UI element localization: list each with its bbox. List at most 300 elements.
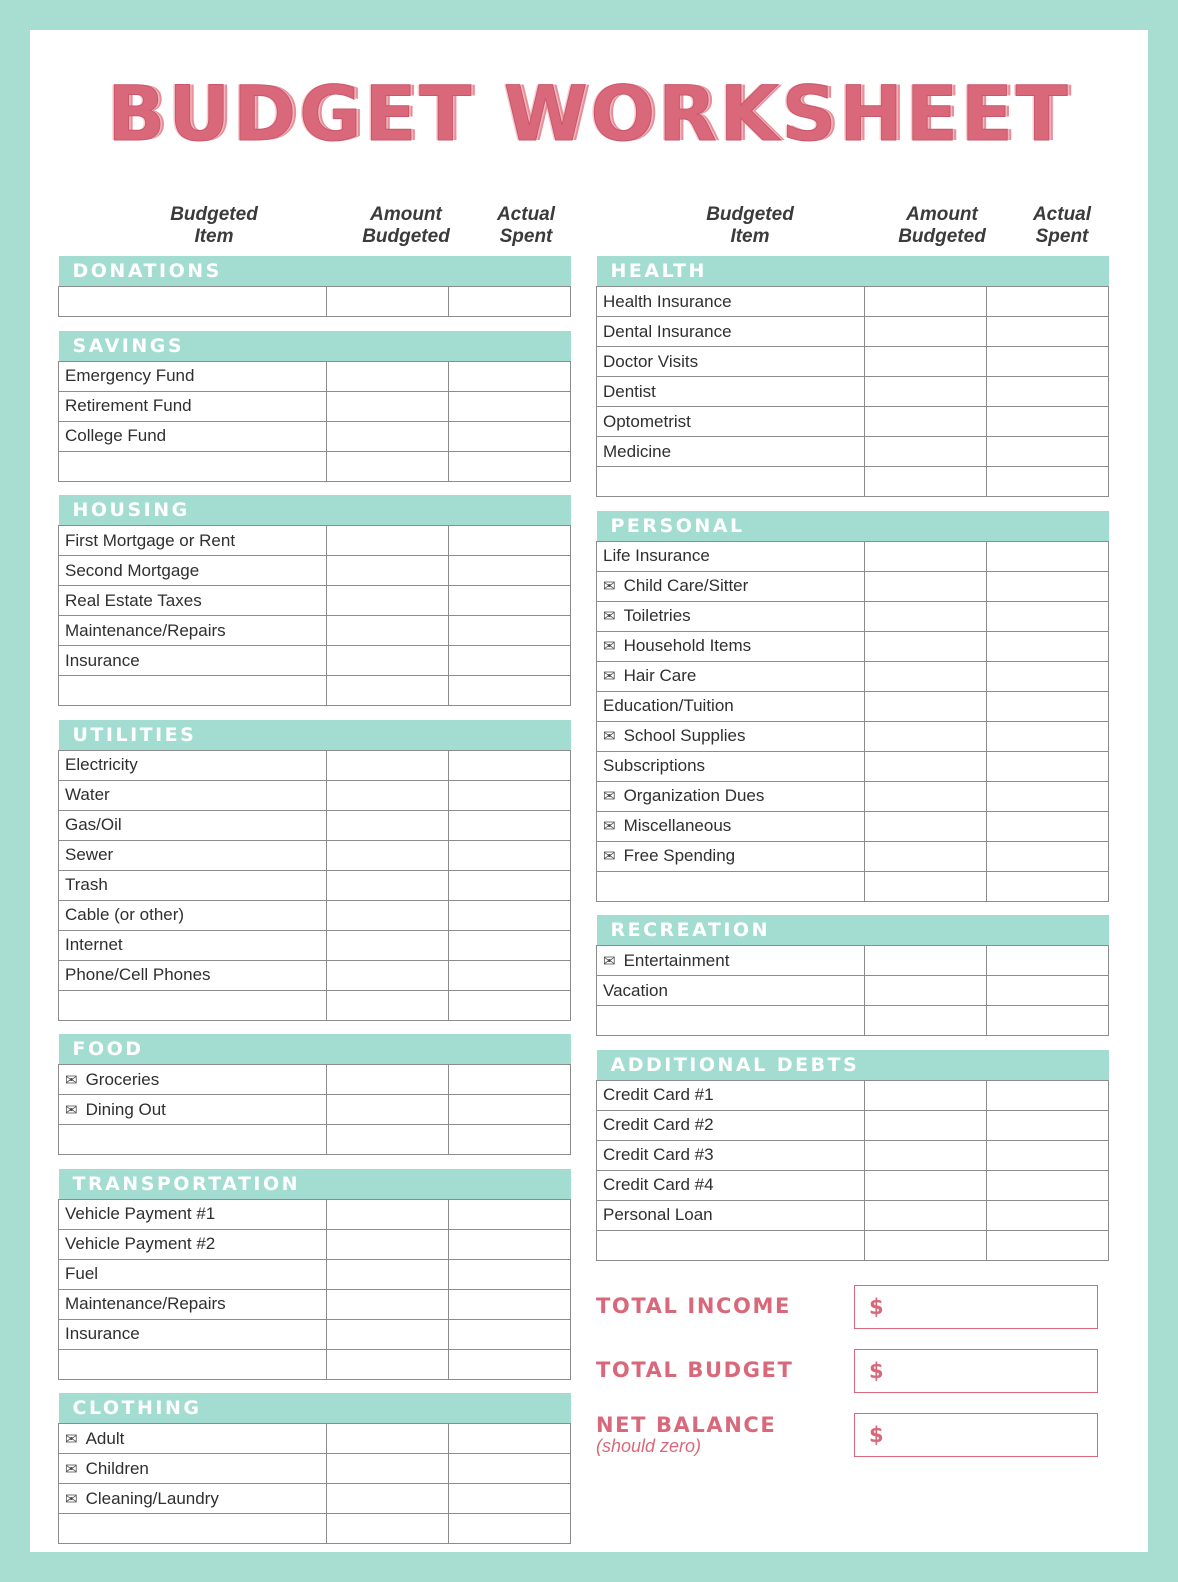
amount-budgeted-input[interactable]: [865, 661, 987, 691]
budget-item-cell: [597, 781, 865, 811]
column-header-actual-left-line2: Spent: [499, 225, 553, 247]
table-row: [59, 960, 571, 990]
amount-budgeted-input[interactable]: [865, 871, 987, 901]
budget-item-label: School Supplies: [623, 726, 746, 745]
budget-item-label: Credit Card #1: [603, 1085, 714, 1104]
budget-item-label: Household Items: [623, 636, 752, 655]
actual-spent-input[interactable]: [449, 750, 571, 780]
column-header-item-left-line1: Budgeted: [170, 204, 258, 225]
budget-item-cell: [597, 571, 865, 601]
amount-budgeted-input[interactable]: [327, 1199, 449, 1229]
actual-spent-input[interactable]: [987, 1170, 1109, 1200]
amount-budgeted-input[interactable]: [327, 840, 449, 870]
envelope-icon: ✉: [65, 1430, 78, 1448]
budget-item-cell: [597, 1080, 865, 1110]
actual-spent-input[interactable]: [449, 391, 571, 421]
section-title: DONATIONS: [72, 260, 222, 282]
budget-item-label: Maintenance/Repairs: [65, 620, 226, 640]
column-header-item-left: [134, 204, 294, 248]
envelope-icon: ✉: [603, 952, 616, 970]
budget-item-label: Trash: [65, 875, 108, 894]
actual-spent-input[interactable]: [449, 1484, 571, 1514]
total-label: [596, 1295, 854, 1318]
budget-item-cell: [597, 437, 865, 467]
section-header-cell: [597, 256, 1109, 287]
section-title: CLOTHING: [72, 1397, 202, 1419]
amount-budgeted-input[interactable]: [327, 676, 449, 706]
page-title: BUDGET WORKSHEET: [107, 69, 1071, 158]
budget-item-label: Emergency Fund: [65, 366, 195, 385]
amount-budgeted-input[interactable]: [327, 1484, 449, 1514]
table-row: [597, 1140, 1109, 1170]
amount-budgeted-input[interactable]: [865, 317, 987, 347]
table-row: [59, 1319, 571, 1349]
section-header-cell: [59, 1169, 571, 1200]
actual-spent-input[interactable]: [987, 661, 1109, 691]
amount-budgeted-input[interactable]: [865, 1006, 987, 1036]
table-row: [597, 691, 1109, 721]
table-row: [59, 616, 571, 646]
actual-spent-input[interactable]: [987, 1200, 1109, 1230]
actual-spent-input[interactable]: [449, 1454, 571, 1484]
budget-item-label: Credit Card #4: [603, 1175, 714, 1194]
actual-spent-input[interactable]: [987, 691, 1109, 721]
budget-item-cell: [59, 586, 327, 616]
amount-budgeted-input[interactable]: [327, 870, 449, 900]
amount-budgeted-input[interactable]: [865, 1110, 987, 1140]
section-gap: [59, 1155, 571, 1169]
budget-item-label: Dental Insurance: [603, 321, 732, 341]
actual-spent-input[interactable]: [987, 317, 1109, 347]
currency-symbol: $: [869, 1359, 884, 1383]
amount-budgeted-input[interactable]: [327, 1259, 449, 1289]
section-gap: [59, 1020, 571, 1034]
budget-item-label: Entertainment: [623, 950, 730, 970]
budget-item-cell: [597, 631, 865, 661]
budget-item-label: Credit Card #2: [603, 1115, 714, 1134]
amount-budgeted-input[interactable]: [865, 1080, 987, 1110]
right-column: [596, 256, 1108, 1261]
actual-spent-input[interactable]: [449, 451, 571, 481]
budget-item-label: Adult: [85, 1428, 125, 1448]
table-row: [597, 317, 1109, 347]
actual-spent-input[interactable]: [449, 1289, 571, 1319]
amount-budgeted-input[interactable]: [327, 1424, 449, 1454]
amount-budgeted-input[interactable]: [327, 1319, 449, 1349]
budget-item-label: Dining Out: [85, 1099, 166, 1119]
column-header-actual-right-line1: Actual: [1032, 204, 1092, 225]
budget-item-cell: [597, 541, 865, 571]
actual-spent-input[interactable]: [449, 361, 571, 391]
actual-spent-input[interactable]: [449, 1514, 571, 1544]
amount-budgeted-input[interactable]: [865, 347, 987, 377]
amount-budgeted-input[interactable]: [327, 990, 449, 1020]
actual-spent-input[interactable]: [449, 990, 571, 1020]
amount-budgeted-input[interactable]: [865, 407, 987, 437]
total-label-text: TOTAL BUDGET: [596, 1358, 794, 1383]
table-row: [59, 780, 571, 810]
amount-budgeted-input[interactable]: [865, 467, 987, 497]
amount-budgeted-input[interactable]: [865, 1170, 987, 1200]
total-label: [596, 1414, 854, 1457]
budget-item-cell: [597, 841, 865, 871]
actual-spent-input[interactable]: [449, 1229, 571, 1259]
amount-budgeted-input[interactable]: [327, 287, 449, 317]
actual-spent-input[interactable]: [449, 676, 571, 706]
budget-item-label: Vehicle Payment #2: [65, 1234, 216, 1253]
budget-item-cell: [59, 451, 327, 481]
budget-item-label: Maintenance/Repairs: [65, 1294, 226, 1313]
total-row: [596, 1340, 1108, 1402]
budget-item-label: Dentist: [603, 381, 656, 401]
actual-spent-input[interactable]: [987, 287, 1109, 317]
amount-budgeted-input[interactable]: [865, 691, 987, 721]
budget-item-cell: [597, 467, 865, 497]
budget-item-label: Organization Dues: [623, 786, 765, 805]
section-gap: [597, 497, 1109, 511]
amount-budgeted-input[interactable]: [327, 616, 449, 646]
table-row: [59, 990, 571, 1020]
budget-item-cell: [59, 870, 327, 900]
actual-spent-input[interactable]: [987, 811, 1109, 841]
section-gap-cell: [597, 1036, 1109, 1050]
table-row: [59, 930, 571, 960]
section-header-row: [59, 720, 571, 751]
column-header-actual-right: [982, 204, 1142, 248]
total-label-text: TOTAL INCOME: [596, 1294, 791, 1319]
envelope-icon: ✉: [603, 668, 616, 685]
section-header-cell: [59, 495, 571, 526]
budget-item-label: Cleaning/Laundry: [85, 1488, 219, 1508]
budget-item-label: Personal Loan: [603, 1205, 713, 1224]
table-row: [597, 571, 1109, 601]
budget-item-cell: [597, 1110, 865, 1140]
amount-budgeted-input[interactable]: [865, 811, 987, 841]
section-title: HOUSING: [72, 499, 190, 521]
actual-spent-input[interactable]: [449, 960, 571, 990]
column-header-budgeted-left-line2: Budgeted: [362, 225, 450, 247]
total-label-subtext: (should zero): [596, 1435, 702, 1456]
amount-budgeted-input[interactable]: [327, 930, 449, 960]
budget-item-cell: [59, 1199, 327, 1229]
budget-item-label: Vehicle Payment #1: [65, 1204, 216, 1223]
amount-budgeted-input[interactable]: [865, 721, 987, 751]
table-row: [59, 900, 571, 930]
budget-item-cell: [59, 1229, 327, 1259]
budget-item-cell: [597, 407, 865, 437]
section-title: TRANSPORTATION: [72, 1172, 301, 1195]
amount-budgeted-input[interactable]: [327, 391, 449, 421]
budget-item-label: Electricity: [65, 755, 138, 774]
actual-spent-input[interactable]: [449, 930, 571, 960]
amount-budgeted-input[interactable]: [327, 1229, 449, 1259]
amount-budgeted-input[interactable]: [327, 421, 449, 451]
budget-item-label: Water: [65, 785, 110, 804]
amount-budgeted-input[interactable]: [865, 781, 987, 811]
actual-spent-input[interactable]: [449, 1349, 571, 1379]
section-gap-cell: [597, 901, 1109, 915]
table-row: [59, 586, 571, 616]
amount-budgeted-input[interactable]: [327, 780, 449, 810]
envelope-icon: ✉: [65, 1490, 78, 1508]
section-title: HEALTH: [610, 260, 707, 282]
budget-item-cell: [59, 960, 327, 990]
total-value-input[interactable]: [854, 1413, 1098, 1457]
section-header-cell: [597, 915, 1109, 946]
section-title: ADDITIONAL DEBTS: [610, 1053, 860, 1076]
budget-item-label: College Fund: [65, 426, 167, 445]
budget-item-label: Vacation: [603, 980, 668, 1000]
budget-item-label: Child Care/Sitter: [623, 576, 749, 595]
budget-item-cell: [597, 811, 865, 841]
amount-budgeted-input[interactable]: [865, 437, 987, 467]
table-row: [597, 601, 1109, 631]
table-row: [597, 631, 1109, 661]
actual-spent-input[interactable]: [449, 1065, 571, 1095]
table-row: [597, 1110, 1109, 1140]
table-row: [59, 840, 571, 870]
budget-item-cell: [59, 1125, 327, 1155]
actual-spent-input[interactable]: [449, 1319, 571, 1349]
envelope-icon: ✉: [65, 1460, 78, 1478]
actual-spent-input[interactable]: [987, 1006, 1109, 1036]
amount-budgeted-input[interactable]: [865, 287, 987, 317]
actual-spent-input[interactable]: [449, 1095, 571, 1125]
table-row: [597, 541, 1109, 571]
table-row: [597, 377, 1109, 407]
budget-item-cell: [59, 676, 327, 706]
amount-budgeted-input[interactable]: [865, 1140, 987, 1170]
section-gap: [597, 1036, 1109, 1050]
section-gap-cell: [59, 706, 571, 720]
actual-spent-input[interactable]: [987, 437, 1109, 467]
actual-spent-input[interactable]: [987, 467, 1109, 497]
amount-budgeted-input[interactable]: [327, 451, 449, 481]
column-header-item-right-line1: Budgeted: [706, 204, 794, 225]
budget-item-cell: [59, 361, 327, 391]
table-row: [59, 750, 571, 780]
section-gap-cell: [59, 1379, 571, 1393]
actual-spent-input[interactable]: [987, 347, 1109, 377]
amount-budgeted-input[interactable]: [327, 750, 449, 780]
section-header-cell: [59, 331, 571, 362]
section-header-row: [59, 256, 571, 287]
budget-item-cell: [59, 556, 327, 586]
budget-table-left: [58, 256, 571, 1544]
budget-item-cell: [59, 526, 327, 556]
amount-budgeted-input[interactable]: [327, 960, 449, 990]
actual-spent-input[interactable]: [987, 601, 1109, 631]
actual-spent-input[interactable]: [987, 1110, 1109, 1140]
amount-budgeted-input[interactable]: [327, 1349, 449, 1379]
actual-spent-input[interactable]: [449, 1424, 571, 1454]
actual-spent-input[interactable]: [987, 841, 1109, 871]
amount-budgeted-input[interactable]: [327, 1065, 449, 1095]
amount-budgeted-input[interactable]: [865, 976, 987, 1006]
amount-budgeted-input[interactable]: [865, 751, 987, 781]
amount-budgeted-input[interactable]: [865, 377, 987, 407]
table-row: [59, 1514, 571, 1544]
actual-spent-input[interactable]: [987, 751, 1109, 781]
actual-spent-input[interactable]: [987, 541, 1109, 571]
table-row: [597, 721, 1109, 751]
budget-item-label: Medicine: [603, 441, 672, 461]
amount-budgeted-input[interactable]: [327, 1125, 449, 1155]
table-row: [59, 1454, 571, 1484]
section-header-cell: [59, 1034, 571, 1065]
amount-budgeted-input[interactable]: [327, 646, 449, 676]
total-label: [596, 1359, 854, 1382]
currency-symbol: $: [869, 1423, 884, 1447]
actual-spent-input[interactable]: [449, 586, 571, 616]
amount-budgeted-input[interactable]: [327, 1095, 449, 1125]
table-row: [59, 1125, 571, 1155]
budget-item-label: Free Spending: [623, 846, 736, 865]
actual-spent-input[interactable]: [987, 1080, 1109, 1110]
budget-item-cell: [59, 1424, 327, 1454]
amount-budgeted-input[interactable]: [327, 1514, 449, 1544]
column-header-actual-left-line1: Actual: [496, 204, 556, 225]
actual-spent-input[interactable]: [987, 1140, 1109, 1170]
budget-item-cell: [59, 391, 327, 421]
total-value-input[interactable]: [854, 1349, 1098, 1393]
table-row: [597, 871, 1109, 901]
section-header-cell: [597, 511, 1109, 542]
column-header-budgeted-left-line1: Amount: [370, 204, 442, 225]
actual-spent-input[interactable]: [987, 571, 1109, 601]
budget-item-cell: [59, 646, 327, 676]
budget-item-cell: [59, 1514, 327, 1544]
actual-spent-input[interactable]: [987, 407, 1109, 437]
actual-spent-input[interactable]: [449, 810, 571, 840]
amount-budgeted-input[interactable]: [865, 946, 987, 976]
actual-spent-input[interactable]: [449, 1259, 571, 1289]
budget-item-label: Children: [85, 1458, 149, 1478]
budget-item-cell: [597, 601, 865, 631]
budget-item-label: Groceries: [85, 1069, 160, 1089]
actual-spent-input[interactable]: [449, 1125, 571, 1155]
actual-spent-input[interactable]: [449, 646, 571, 676]
actual-spent-input[interactable]: [987, 781, 1109, 811]
table-row: [59, 676, 571, 706]
budget-item-label: Real Estate Taxes: [65, 590, 202, 610]
actual-spent-input[interactable]: [987, 946, 1109, 976]
section-gap-cell: [59, 1020, 571, 1034]
budget-item-cell: [597, 661, 865, 691]
actual-spent-input[interactable]: [449, 840, 571, 870]
total-label-text: NET BALANCE: [596, 1412, 777, 1437]
actual-spent-input[interactable]: [449, 526, 571, 556]
table-row: [59, 361, 571, 391]
actual-spent-input[interactable]: [987, 631, 1109, 661]
column-header-item-right-line2: Item: [730, 225, 770, 247]
table-row: [59, 1259, 571, 1289]
budget-item-cell: [597, 287, 865, 317]
amount-budgeted-input[interactable]: [327, 586, 449, 616]
amount-budgeted-input[interactable]: [865, 1230, 987, 1260]
amount-budgeted-input[interactable]: [865, 601, 987, 631]
table-row: [597, 751, 1109, 781]
total-value-input[interactable]: [854, 1285, 1098, 1329]
column-header-actual-right-line2: Spent: [1035, 225, 1089, 247]
section-header-row: [59, 1034, 571, 1065]
left-column: [58, 256, 570, 1544]
envelope-icon: ✉: [603, 848, 616, 865]
actual-spent-input[interactable]: [449, 556, 571, 586]
budget-item-cell: [59, 840, 327, 870]
budget-item-label: Credit Card #3: [603, 1145, 714, 1164]
table-row: [59, 1065, 571, 1095]
envelope-icon: ✉: [603, 728, 616, 745]
budget-item-cell: [59, 810, 327, 840]
budget-item-cell: [59, 616, 327, 646]
table-row: [597, 661, 1109, 691]
actual-spent-input[interactable]: [449, 287, 571, 317]
amount-budgeted-input[interactable]: [865, 631, 987, 661]
actual-spent-input[interactable]: [987, 871, 1109, 901]
table-row: [597, 811, 1109, 841]
section-gap: [597, 901, 1109, 915]
amount-budgeted-input[interactable]: [865, 571, 987, 601]
actual-spent-input[interactable]: [449, 616, 571, 646]
budget-item-label: Phone/Cell Phones: [65, 965, 211, 984]
budget-item-cell: [597, 347, 865, 377]
budget-item-cell: [597, 317, 865, 347]
amount-budgeted-input[interactable]: [865, 1200, 987, 1230]
amount-budgeted-input[interactable]: [327, 526, 449, 556]
column-header-actual-left: [446, 204, 606, 248]
budget-item-cell: [597, 691, 865, 721]
section-header-cell: [59, 1393, 571, 1424]
amount-budgeted-input[interactable]: [865, 841, 987, 871]
actual-spent-input[interactable]: [449, 421, 571, 451]
table-row: [597, 781, 1109, 811]
section-header-row: [597, 256, 1109, 287]
actual-spent-input[interactable]: [987, 721, 1109, 751]
actual-spent-input[interactable]: [449, 870, 571, 900]
table-row: [597, 287, 1109, 317]
table-row: [59, 391, 571, 421]
budget-item-cell: [59, 1454, 327, 1484]
amount-budgeted-input[interactable]: [327, 1289, 449, 1319]
amount-budgeted-input[interactable]: [327, 1454, 449, 1484]
section-header-row: [59, 495, 571, 526]
amount-budgeted-input[interactable]: [327, 556, 449, 586]
budget-item-cell: [597, 1230, 865, 1260]
budget-item-cell: [597, 946, 865, 976]
budget-item-cell: [59, 750, 327, 780]
budget-item-label: Insurance: [65, 1324, 140, 1343]
amount-budgeted-input[interactable]: [327, 900, 449, 930]
amount-budgeted-input[interactable]: [865, 541, 987, 571]
budget-item-cell: [59, 1259, 327, 1289]
actual-spent-input[interactable]: [987, 377, 1109, 407]
actual-spent-input[interactable]: [449, 900, 571, 930]
actual-spent-input[interactable]: [987, 976, 1109, 1006]
actual-spent-input[interactable]: [987, 1230, 1109, 1260]
amount-budgeted-input[interactable]: [327, 361, 449, 391]
table-row: [597, 976, 1109, 1006]
budget-item-label: First Mortgage or Rent: [65, 530, 236, 550]
amount-budgeted-input[interactable]: [327, 810, 449, 840]
table-row: [59, 451, 571, 481]
section-title: RECREATION: [610, 919, 770, 941]
budget-table-right: [596, 256, 1109, 1261]
actual-spent-input[interactable]: [449, 1199, 571, 1229]
section-gap-cell: [597, 497, 1109, 511]
column-header-item-right: [670, 204, 830, 248]
actual-spent-input[interactable]: [449, 780, 571, 810]
